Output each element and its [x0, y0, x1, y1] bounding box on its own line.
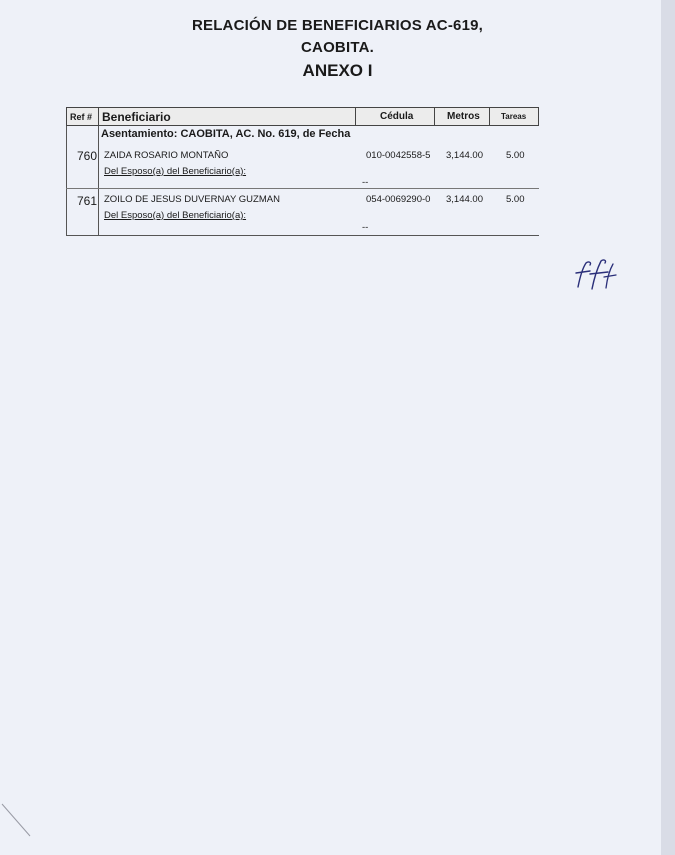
row-ref: 760 — [77, 149, 98, 163]
row-separator — [66, 188, 539, 189]
spouse-value: -- — [362, 177, 369, 188]
ref-column-divider — [98, 126, 99, 236]
header-beneficiary-cell — [98, 107, 356, 126]
header-beneficiary: Beneficiario — [102, 110, 171, 124]
spouse-value: -- — [362, 222, 369, 233]
scan-corner-mark-icon — [0, 800, 35, 840]
beneficiary-metros: 3,144.00 — [446, 150, 483, 161]
beneficiary-metros: 3,144.00 — [446, 194, 483, 205]
beneficiary-name: ZAIDA ROSARIO MONTAÑO — [104, 150, 229, 161]
header-ref: Ref # — [70, 112, 93, 122]
document-title-line1: RELACIÓN DE BENEFICIARIOS AC-619, — [191, 17, 484, 34]
page-edge-shadow — [661, 0, 675, 855]
beneficiary-tareas: 5.00 — [506, 194, 525, 205]
header-metros: Metros — [447, 111, 480, 122]
settlement-heading: Asentamiento: CAOBITA, AC. No. 619, de Fecha — [101, 128, 351, 140]
header-cedula-cell — [355, 107, 435, 126]
header-ref-cell — [66, 107, 99, 126]
header-cedula: Cédula — [380, 111, 414, 122]
row-ref: 761 — [77, 194, 98, 208]
beneficiary-cedula: 054-0069290-0 — [366, 194, 431, 205]
handwritten-signature-icon — [570, 255, 620, 295]
document-title-line2: CAOBITA. — [301, 39, 374, 56]
header-tareas-cell — [489, 107, 539, 126]
beneficiary-tareas: 5.00 — [506, 150, 525, 161]
spouse-label: Del Esposo(a) del Beneficiario(a): — [104, 210, 247, 221]
beneficiary-cedula: 010-0042558-5 — [366, 150, 431, 161]
header-metros-cell — [434, 107, 490, 126]
header-tareas: Tareas — [501, 112, 527, 121]
annex-title: ANEXO I — [302, 61, 373, 80]
beneficiary-name: ZOILO DE JESUS DUVERNAY GUZMAN — [104, 194, 280, 205]
spouse-label: Del Esposo(a) del Beneficiario(a): — [104, 166, 247, 177]
